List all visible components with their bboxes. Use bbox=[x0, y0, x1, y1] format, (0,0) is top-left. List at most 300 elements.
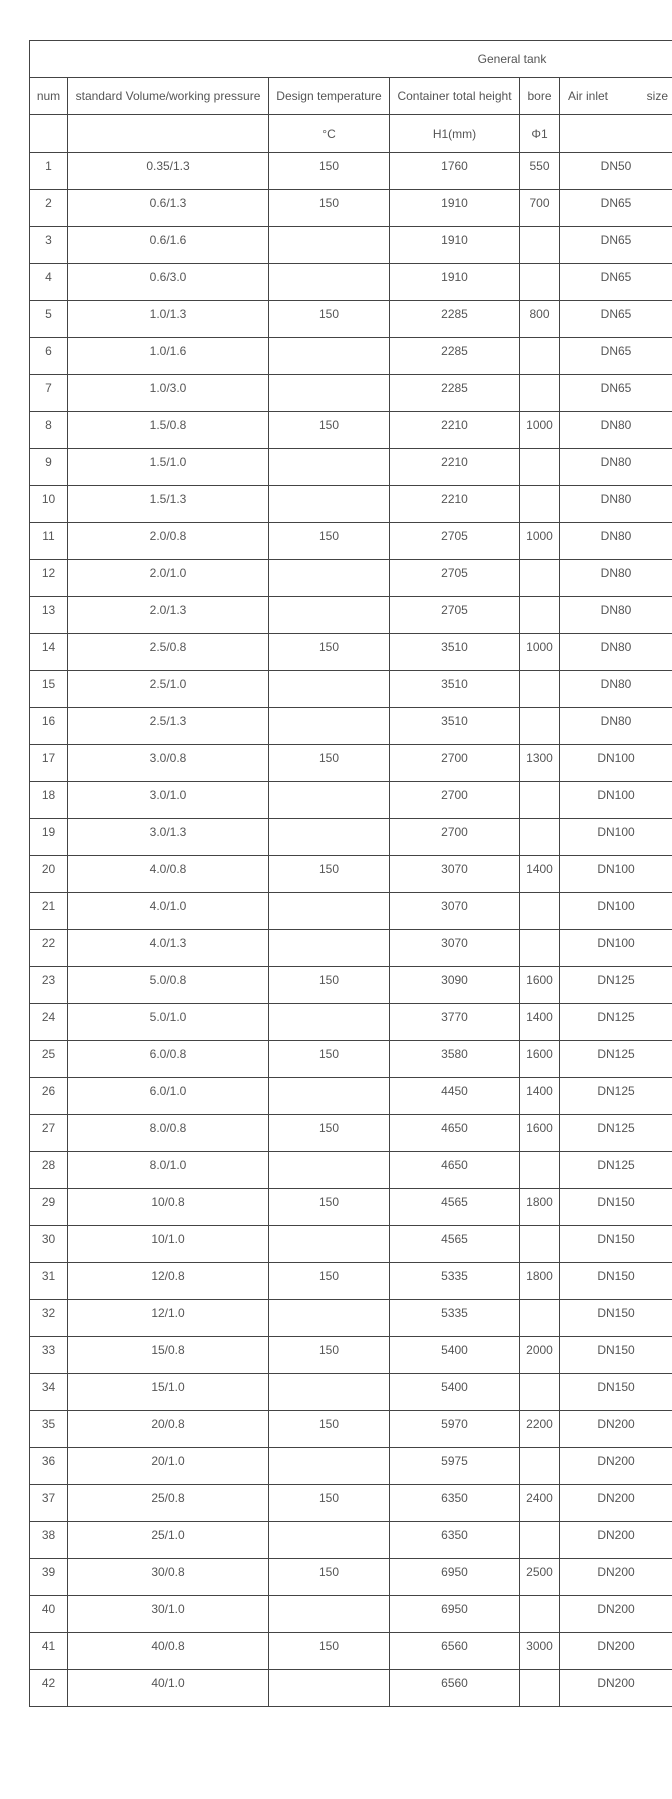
cell-bore bbox=[520, 1152, 560, 1189]
cell-temp: 150 bbox=[269, 1633, 390, 1670]
header-air-inlet bbox=[560, 78, 672, 115]
cell-air-inlet: DN80 bbox=[560, 412, 672, 449]
cell-num: 14 bbox=[30, 634, 68, 671]
table-row bbox=[30, 1189, 672, 1226]
table-row bbox=[30, 1559, 672, 1596]
table-row bbox=[30, 1485, 672, 1522]
cell-height: 6560 bbox=[390, 1670, 520, 1707]
cell-temp bbox=[269, 227, 390, 264]
cell-height: 6950 bbox=[390, 1559, 520, 1596]
cell-height: 6350 bbox=[390, 1522, 520, 1559]
cell-air-inlet: DN65 bbox=[560, 227, 672, 264]
cell-num: 10 bbox=[30, 486, 68, 523]
cell-volume: 4.0/1.0 bbox=[68, 893, 269, 930]
cell-num: 41 bbox=[30, 1633, 68, 1670]
cell-bore bbox=[520, 708, 560, 745]
cell-height: 2210 bbox=[390, 412, 520, 449]
header-volume: standard Volume/working pressure bbox=[68, 78, 269, 115]
table-row bbox=[30, 856, 672, 893]
cell-volume: 6.0/1.0 bbox=[68, 1078, 269, 1115]
cell-temp bbox=[269, 375, 390, 412]
header-bore: bore bbox=[520, 78, 560, 115]
cell-bore: 1600 bbox=[520, 1115, 560, 1152]
cell-temp bbox=[269, 893, 390, 930]
cell-volume: 1.0/1.3 bbox=[68, 301, 269, 338]
table-row bbox=[30, 1522, 672, 1559]
cell-bore bbox=[520, 671, 560, 708]
table-title: General tank bbox=[477, 52, 547, 66]
cell-num: 24 bbox=[30, 1004, 68, 1041]
cell-height: 3070 bbox=[390, 893, 520, 930]
cell-height: 2700 bbox=[390, 782, 520, 819]
cell-air-inlet: DN80 bbox=[560, 634, 672, 671]
cell-bore bbox=[520, 1596, 560, 1633]
table-row bbox=[30, 1300, 672, 1337]
cell-temp: 150 bbox=[269, 1559, 390, 1596]
cell-air-inlet: DN125 bbox=[560, 1152, 672, 1189]
cell-bore bbox=[520, 338, 560, 375]
cell-bore bbox=[520, 227, 560, 264]
cell-num: 2 bbox=[30, 190, 68, 227]
cell-num: 3 bbox=[30, 227, 68, 264]
cell-bore: 1400 bbox=[520, 856, 560, 893]
cell-height: 5335 bbox=[390, 1300, 520, 1337]
cell-air-inlet: DN80 bbox=[560, 708, 672, 745]
cell-bore: 1800 bbox=[520, 1189, 560, 1226]
cell-volume: 0.6/1.3 bbox=[68, 190, 269, 227]
table-row bbox=[30, 227, 672, 264]
cell-num: 23 bbox=[30, 967, 68, 1004]
cell-air-inlet: DN80 bbox=[560, 449, 672, 486]
cell-air-inlet: DN200 bbox=[560, 1411, 672, 1448]
cell-num: 35 bbox=[30, 1411, 68, 1448]
cell-height: 2700 bbox=[390, 745, 520, 782]
cell-bore bbox=[520, 597, 560, 634]
table-row bbox=[30, 153, 672, 190]
cell-num: 25 bbox=[30, 1041, 68, 1078]
table-row bbox=[30, 301, 672, 338]
cell-air-inlet: DN80 bbox=[560, 560, 672, 597]
cell-temp bbox=[269, 1670, 390, 1707]
cell-num: 16 bbox=[30, 708, 68, 745]
cell-air-inlet: DN125 bbox=[560, 1115, 672, 1152]
cell-temp bbox=[269, 560, 390, 597]
table-row bbox=[30, 264, 672, 301]
cell-volume: 12/1.0 bbox=[68, 1300, 269, 1337]
cell-num: 13 bbox=[30, 597, 68, 634]
cell-temp: 150 bbox=[269, 523, 390, 560]
cell-air-inlet: DN80 bbox=[560, 597, 672, 634]
header-temp: Design temperature bbox=[269, 78, 390, 115]
cell-temp bbox=[269, 782, 390, 819]
cell-num: 5 bbox=[30, 301, 68, 338]
cell-temp bbox=[269, 1300, 390, 1337]
table-row bbox=[30, 560, 672, 597]
table-row bbox=[30, 412, 672, 449]
cell-bore bbox=[520, 264, 560, 301]
cell-bore: 1400 bbox=[520, 1004, 560, 1041]
cell-volume: 20/0.8 bbox=[68, 1411, 269, 1448]
cell-height: 3580 bbox=[390, 1041, 520, 1078]
cell-temp bbox=[269, 597, 390, 634]
cell-height: 5335 bbox=[390, 1263, 520, 1300]
title-row bbox=[30, 41, 672, 78]
cell-air-inlet: DN100 bbox=[560, 893, 672, 930]
cell-bore bbox=[520, 486, 560, 523]
cell-num: 6 bbox=[30, 338, 68, 375]
cell-num: 17 bbox=[30, 745, 68, 782]
cell-num: 40 bbox=[30, 1596, 68, 1633]
table-row bbox=[30, 967, 672, 1004]
cell-num: 9 bbox=[30, 449, 68, 486]
cell-num: 30 bbox=[30, 1226, 68, 1263]
table-row bbox=[30, 597, 672, 634]
cell-num: 37 bbox=[30, 1485, 68, 1522]
cell-air-inlet: DN65 bbox=[560, 264, 672, 301]
cell-air-inlet: DN125 bbox=[560, 1041, 672, 1078]
table-row bbox=[30, 930, 672, 967]
cell-bore: 1000 bbox=[520, 634, 560, 671]
cell-temp: 150 bbox=[269, 1411, 390, 1448]
cell-bore bbox=[520, 449, 560, 486]
cell-temp bbox=[269, 1078, 390, 1115]
unit-air bbox=[560, 115, 672, 153]
cell-bore: 550 bbox=[520, 153, 560, 190]
cell-air-inlet: DN65 bbox=[560, 338, 672, 375]
cell-air-inlet: DN150 bbox=[560, 1263, 672, 1300]
cell-temp bbox=[269, 930, 390, 967]
cell-temp: 150 bbox=[269, 153, 390, 190]
cell-air-inlet: DN125 bbox=[560, 967, 672, 1004]
cell-air-inlet: DN100 bbox=[560, 856, 672, 893]
cell-volume: 25/1.0 bbox=[68, 1522, 269, 1559]
cell-bore: 3000 bbox=[520, 1633, 560, 1670]
cell-num: 8 bbox=[30, 412, 68, 449]
table-row bbox=[30, 1115, 672, 1152]
table-row bbox=[30, 1041, 672, 1078]
cell-height: 2285 bbox=[390, 338, 520, 375]
cell-bore bbox=[520, 560, 560, 597]
cell-height: 3510 bbox=[390, 634, 520, 671]
cell-height: 5970 bbox=[390, 1411, 520, 1448]
table-row bbox=[30, 782, 672, 819]
cell-temp: 150 bbox=[269, 745, 390, 782]
cell-air-inlet: DN200 bbox=[560, 1596, 672, 1633]
tank-spec-table bbox=[29, 40, 672, 1707]
cell-volume: 40/0.8 bbox=[68, 1633, 269, 1670]
cell-temp: 150 bbox=[269, 967, 390, 1004]
cell-num: 4 bbox=[30, 264, 68, 301]
cell-volume: 1.0/3.0 bbox=[68, 375, 269, 412]
cell-height: 6350 bbox=[390, 1485, 520, 1522]
cell-height: 4450 bbox=[390, 1078, 520, 1115]
unit-bore: Φ1 bbox=[520, 115, 560, 153]
cell-volume: 3.0/1.3 bbox=[68, 819, 269, 856]
cell-volume: 2.5/1.0 bbox=[68, 671, 269, 708]
cell-height: 3770 bbox=[390, 1004, 520, 1041]
cell-num: 42 bbox=[30, 1670, 68, 1707]
cell-air-inlet: DN80 bbox=[560, 671, 672, 708]
cell-bore: 700 bbox=[520, 190, 560, 227]
cell-temp bbox=[269, 1596, 390, 1633]
cell-temp: 150 bbox=[269, 1485, 390, 1522]
table-row bbox=[30, 486, 672, 523]
header-size-label: size bbox=[646, 89, 668, 103]
cell-volume: 10/1.0 bbox=[68, 1226, 269, 1263]
cell-bore bbox=[520, 930, 560, 967]
cell-num: 34 bbox=[30, 1374, 68, 1411]
table-row bbox=[30, 819, 672, 856]
cell-volume: 6.0/0.8 bbox=[68, 1041, 269, 1078]
cell-temp: 150 bbox=[269, 412, 390, 449]
cell-height: 3510 bbox=[390, 671, 520, 708]
cell-height: 2705 bbox=[390, 597, 520, 634]
cell-height: 5400 bbox=[390, 1374, 520, 1411]
cell-bore bbox=[520, 782, 560, 819]
cell-volume: 5.0/0.8 bbox=[68, 967, 269, 1004]
cell-num: 32 bbox=[30, 1300, 68, 1337]
cell-temp bbox=[269, 671, 390, 708]
cell-volume: 10/0.8 bbox=[68, 1189, 269, 1226]
cell-temp: 150 bbox=[269, 1041, 390, 1078]
cell-air-inlet: DN65 bbox=[560, 190, 672, 227]
cell-bore bbox=[520, 819, 560, 856]
cell-height: 1760 bbox=[390, 153, 520, 190]
table-row bbox=[30, 1411, 672, 1448]
cell-temp: 150 bbox=[269, 1115, 390, 1152]
cell-air-inlet: DN65 bbox=[560, 301, 672, 338]
cell-volume: 8.0/1.0 bbox=[68, 1152, 269, 1189]
cell-height: 5400 bbox=[390, 1337, 520, 1374]
cell-air-inlet: DN150 bbox=[560, 1189, 672, 1226]
cell-air-inlet: DN100 bbox=[560, 819, 672, 856]
cell-height: 3070 bbox=[390, 856, 520, 893]
cell-temp bbox=[269, 819, 390, 856]
cell-height: 2700 bbox=[390, 819, 520, 856]
cell-volume: 2.0/1.3 bbox=[68, 597, 269, 634]
cell-bore bbox=[520, 375, 560, 412]
cell-volume: 30/0.8 bbox=[68, 1559, 269, 1596]
cell-height: 4565 bbox=[390, 1189, 520, 1226]
cell-num: 7 bbox=[30, 375, 68, 412]
header-row bbox=[30, 78, 672, 115]
table-row bbox=[30, 1337, 672, 1374]
cell-bore: 1000 bbox=[520, 412, 560, 449]
table-row bbox=[30, 1448, 672, 1485]
cell-air-inlet: DN150 bbox=[560, 1374, 672, 1411]
cell-height: 4565 bbox=[390, 1226, 520, 1263]
cell-height: 6950 bbox=[390, 1596, 520, 1633]
cell-air-inlet: DN100 bbox=[560, 745, 672, 782]
cell-num: 19 bbox=[30, 819, 68, 856]
cell-bore: 1000 bbox=[520, 523, 560, 560]
cell-bore: 800 bbox=[520, 301, 560, 338]
cell-temp bbox=[269, 338, 390, 375]
cell-num: 39 bbox=[30, 1559, 68, 1596]
cell-height: 3090 bbox=[390, 967, 520, 1004]
table-row bbox=[30, 523, 672, 560]
cell-bore bbox=[520, 1226, 560, 1263]
cell-height: 1910 bbox=[390, 227, 520, 264]
cell-air-inlet: DN100 bbox=[560, 782, 672, 819]
cell-height: 3070 bbox=[390, 930, 520, 967]
cell-temp: 150 bbox=[269, 1263, 390, 1300]
cell-bore: 2500 bbox=[520, 1559, 560, 1596]
table-row bbox=[30, 893, 672, 930]
cell-volume: 4.0/1.3 bbox=[68, 930, 269, 967]
cell-air-inlet: DN150 bbox=[560, 1226, 672, 1263]
cell-num: 12 bbox=[30, 560, 68, 597]
unit-height: H1(mm) bbox=[390, 115, 520, 153]
table-row bbox=[30, 745, 672, 782]
table-row bbox=[30, 375, 672, 412]
cell-temp: 150 bbox=[269, 1337, 390, 1374]
cell-volume: 1.5/0.8 bbox=[68, 412, 269, 449]
unit-num bbox=[30, 115, 68, 153]
table-row bbox=[30, 671, 672, 708]
table-row bbox=[30, 1004, 672, 1041]
table-row bbox=[30, 1670, 672, 1707]
cell-num: 15 bbox=[30, 671, 68, 708]
table-row bbox=[30, 1596, 672, 1633]
cell-bore bbox=[520, 1374, 560, 1411]
cell-temp: 150 bbox=[269, 301, 390, 338]
cell-volume: 15/1.0 bbox=[68, 1374, 269, 1411]
header-height: Container total height bbox=[390, 78, 520, 115]
table-body bbox=[30, 41, 672, 1707]
cell-num: 22 bbox=[30, 930, 68, 967]
cell-num: 26 bbox=[30, 1078, 68, 1115]
unit-temp: °C bbox=[269, 115, 390, 153]
cell-volume: 15/0.8 bbox=[68, 1337, 269, 1374]
cell-temp bbox=[269, 1522, 390, 1559]
cell-num: 20 bbox=[30, 856, 68, 893]
cell-bore: 1600 bbox=[520, 1041, 560, 1078]
cell-volume: 0.6/3.0 bbox=[68, 264, 269, 301]
table-row bbox=[30, 190, 672, 227]
cell-height: 2285 bbox=[390, 375, 520, 412]
cell-height: 2705 bbox=[390, 523, 520, 560]
cell-bore: 2400 bbox=[520, 1485, 560, 1522]
cell-height: 2285 bbox=[390, 301, 520, 338]
table-row bbox=[30, 1152, 672, 1189]
cell-temp: 150 bbox=[269, 856, 390, 893]
cell-num: 36 bbox=[30, 1448, 68, 1485]
cell-volume: 2.5/0.8 bbox=[68, 634, 269, 671]
cell-volume: 40/1.0 bbox=[68, 1670, 269, 1707]
cell-num: 27 bbox=[30, 1115, 68, 1152]
table-row bbox=[30, 1263, 672, 1300]
cell-num: 38 bbox=[30, 1522, 68, 1559]
cell-bore bbox=[520, 893, 560, 930]
cell-bore bbox=[520, 1670, 560, 1707]
cell-temp bbox=[269, 264, 390, 301]
cell-volume: 1.5/1.0 bbox=[68, 449, 269, 486]
cell-height: 2705 bbox=[390, 560, 520, 597]
cell-height: 5975 bbox=[390, 1448, 520, 1485]
cell-temp bbox=[269, 708, 390, 745]
cell-volume: 25/0.8 bbox=[68, 1485, 269, 1522]
cell-volume: 30/1.0 bbox=[68, 1596, 269, 1633]
cell-volume: 3.0/1.0 bbox=[68, 782, 269, 819]
cell-air-inlet: DN100 bbox=[560, 930, 672, 967]
cell-bore: 2200 bbox=[520, 1411, 560, 1448]
cell-air-inlet: DN200 bbox=[560, 1559, 672, 1596]
cell-volume: 20/1.0 bbox=[68, 1448, 269, 1485]
cell-volume: 5.0/1.0 bbox=[68, 1004, 269, 1041]
cell-height: 2210 bbox=[390, 486, 520, 523]
cell-temp bbox=[269, 1004, 390, 1041]
cell-air-inlet: DN200 bbox=[560, 1670, 672, 1707]
cell-air-inlet: DN200 bbox=[560, 1633, 672, 1670]
cell-volume: 2.5/1.3 bbox=[68, 708, 269, 745]
cell-air-inlet: DN65 bbox=[560, 375, 672, 412]
cell-volume: 2.0/0.8 bbox=[68, 523, 269, 560]
cell-num: 21 bbox=[30, 893, 68, 930]
cell-air-inlet: DN200 bbox=[560, 1485, 672, 1522]
cell-volume: 12/0.8 bbox=[68, 1263, 269, 1300]
cell-num: 29 bbox=[30, 1189, 68, 1226]
cell-air-inlet: DN150 bbox=[560, 1337, 672, 1374]
cell-temp bbox=[269, 1152, 390, 1189]
cell-height: 1910 bbox=[390, 264, 520, 301]
cell-air-inlet: DN80 bbox=[560, 523, 672, 560]
cell-temp bbox=[269, 449, 390, 486]
cell-air-inlet: DN125 bbox=[560, 1078, 672, 1115]
cell-temp: 150 bbox=[269, 634, 390, 671]
cell-volume: 1.5/1.3 bbox=[68, 486, 269, 523]
cell-volume: 1.0/1.6 bbox=[68, 338, 269, 375]
cell-volume: 2.0/1.0 bbox=[68, 560, 269, 597]
cell-air-inlet: DN200 bbox=[560, 1522, 672, 1559]
unit-volume bbox=[68, 115, 269, 153]
cell-bore: 2000 bbox=[520, 1337, 560, 1374]
cell-bore bbox=[520, 1300, 560, 1337]
cell-num: 33 bbox=[30, 1337, 68, 1374]
cell-bore: 1300 bbox=[520, 745, 560, 782]
cell-air-inlet: DN125 bbox=[560, 1004, 672, 1041]
table-row bbox=[30, 449, 672, 486]
cell-num: 11 bbox=[30, 523, 68, 560]
cell-temp bbox=[269, 486, 390, 523]
cell-air-inlet: DN200 bbox=[560, 1448, 672, 1485]
cell-volume: 8.0/0.8 bbox=[68, 1115, 269, 1152]
cell-volume: 4.0/0.8 bbox=[68, 856, 269, 893]
cell-height: 3510 bbox=[390, 708, 520, 745]
table-row bbox=[30, 634, 672, 671]
cell-bore: 1600 bbox=[520, 967, 560, 1004]
cell-temp: 150 bbox=[269, 190, 390, 227]
header-num: num bbox=[30, 78, 68, 115]
table-row bbox=[30, 1078, 672, 1115]
cell-bore bbox=[520, 1448, 560, 1485]
cell-temp: 150 bbox=[269, 1189, 390, 1226]
cell-volume: 3.0/0.8 bbox=[68, 745, 269, 782]
cell-height: 6560 bbox=[390, 1633, 520, 1670]
cell-num: 18 bbox=[30, 782, 68, 819]
table-row bbox=[30, 1226, 672, 1263]
cell-num: 1 bbox=[30, 153, 68, 190]
table-row bbox=[30, 1374, 672, 1411]
cell-air-inlet: DN80 bbox=[560, 486, 672, 523]
cell-bore bbox=[520, 1522, 560, 1559]
header-air-inlet-label: Air inlet bbox=[568, 89, 609, 103]
cell-temp bbox=[269, 1374, 390, 1411]
cell-height: 2210 bbox=[390, 449, 520, 486]
cell-volume: 0.6/1.6 bbox=[68, 227, 269, 264]
cell-temp bbox=[269, 1448, 390, 1485]
table-row bbox=[30, 338, 672, 375]
